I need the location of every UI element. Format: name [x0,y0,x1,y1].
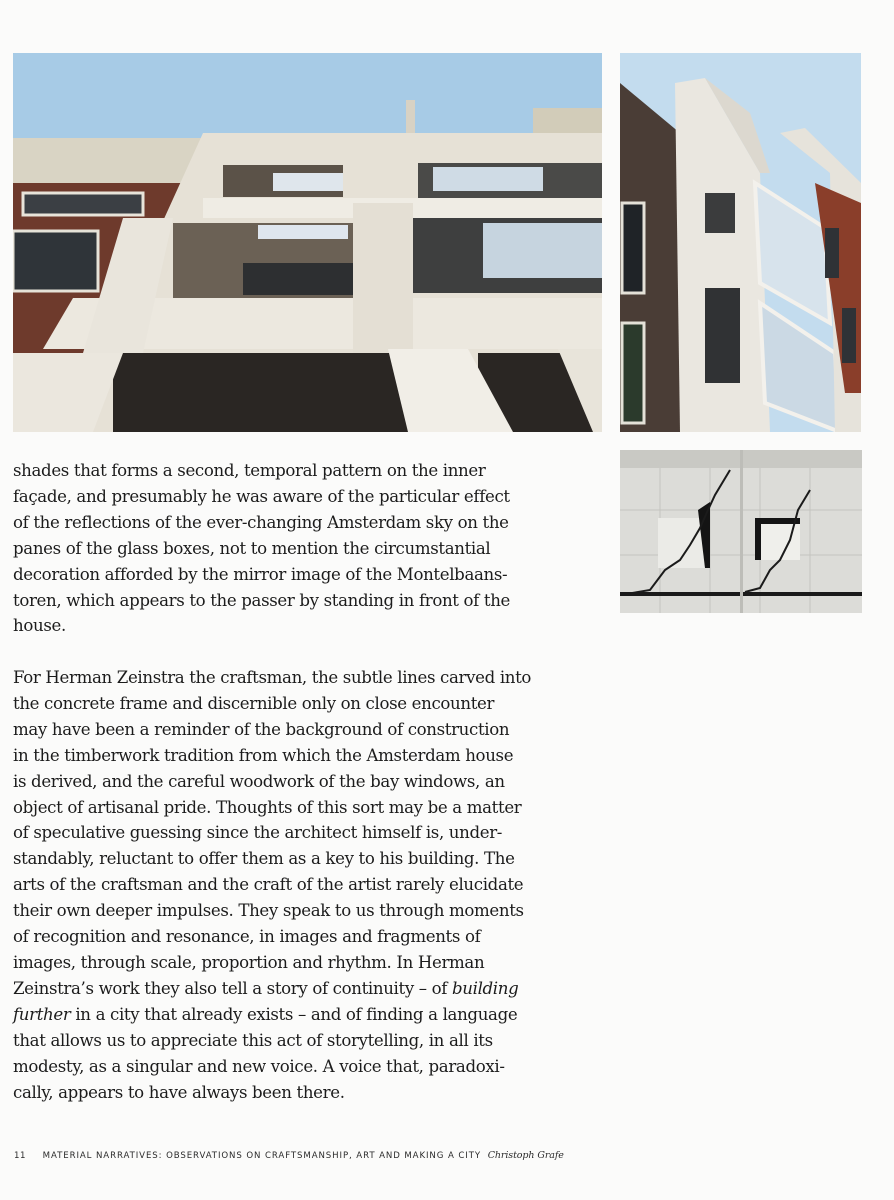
text-line: of speculative guessing since the architect himself is, under- [13,823,503,843]
text-line: standably, reluctant to offer them as a key to his building. The [13,849,515,869]
concrete-detail-drawing [620,450,862,613]
text-line [13,1002,533,1028]
facade-side-photo [620,53,861,432]
facade-photo-drawing [13,53,602,432]
running-title: MATERIAL NARRATIVES: OBSERVATIONS ON CRAFTSMANSHIP, ART AND MAKING A CITY [42,1151,481,1161]
text-line: their own deeper impulses. They speak to us through moments [13,901,524,921]
page-number: 11 [14,1151,26,1161]
text-line: toren, which appears to the passer by standing in front of the [13,590,511,610]
italic-term: further [13,1004,71,1024]
text-line: is derived, and the careful woodwork of the bay windows, an [13,771,505,791]
text-run: Zeinstra’s work they also tell a story of continuity – of [13,978,453,998]
facade-side-photo-drawing [620,53,861,432]
text-line: the concrete frame and discernible only on close encounter [13,693,495,713]
text-line: of the reflections of the ever-changing Amsterdam sky on the [13,512,509,532]
text-line: cally, appears to have always been there. [13,1082,345,1102]
text-line: arts of the craftsman and the craft of the artist rarely elucidate [13,875,524,895]
text-line: shades that forms a second, temporal pattern on the inner [13,461,486,480]
text-line: of recognition and resonance, in images and fragments of [13,927,481,947]
body-paragraph-1 [13,458,533,639]
page-footer [14,1150,564,1161]
text-line: in the timberwork tradition from which the Amsterdam house [13,745,514,765]
text-line: modesty, as a singular and new voice. A voice that, paradoxi- [13,1056,505,1076]
text-line [13,976,533,1002]
text-line: decoration afforded by the mirror image of the Montelbaans- [13,564,508,584]
italic-term: building [452,978,519,998]
text-line: façade, and presumably he was aware of the particular effect [13,486,510,506]
facade-photo [13,53,602,432]
text-run: in a city that already exists – and of finding a language [70,1004,518,1024]
text-line: panes of the glass boxes, not to mention the circumstantial [13,538,491,558]
body-paragraph-2 [13,665,533,1105]
concrete-detail-photo [620,450,862,613]
author-name: Christoph Grafe [487,1150,564,1161]
text-line: For Herman Zeinstra the craftsman, the subtle lines carved into [13,668,532,687]
text-line: that allows us to appreciate this act of storytelling, in all its [13,1030,493,1050]
text-line: images, through scale, proportion and rhythm. In Herman [13,952,485,972]
text-line: object of artisanal pride. Thoughts of this sort may be a matter [13,797,522,817]
text-line: house. [13,616,66,636]
text-line: may have been a reminder of the background of construction [13,719,510,739]
